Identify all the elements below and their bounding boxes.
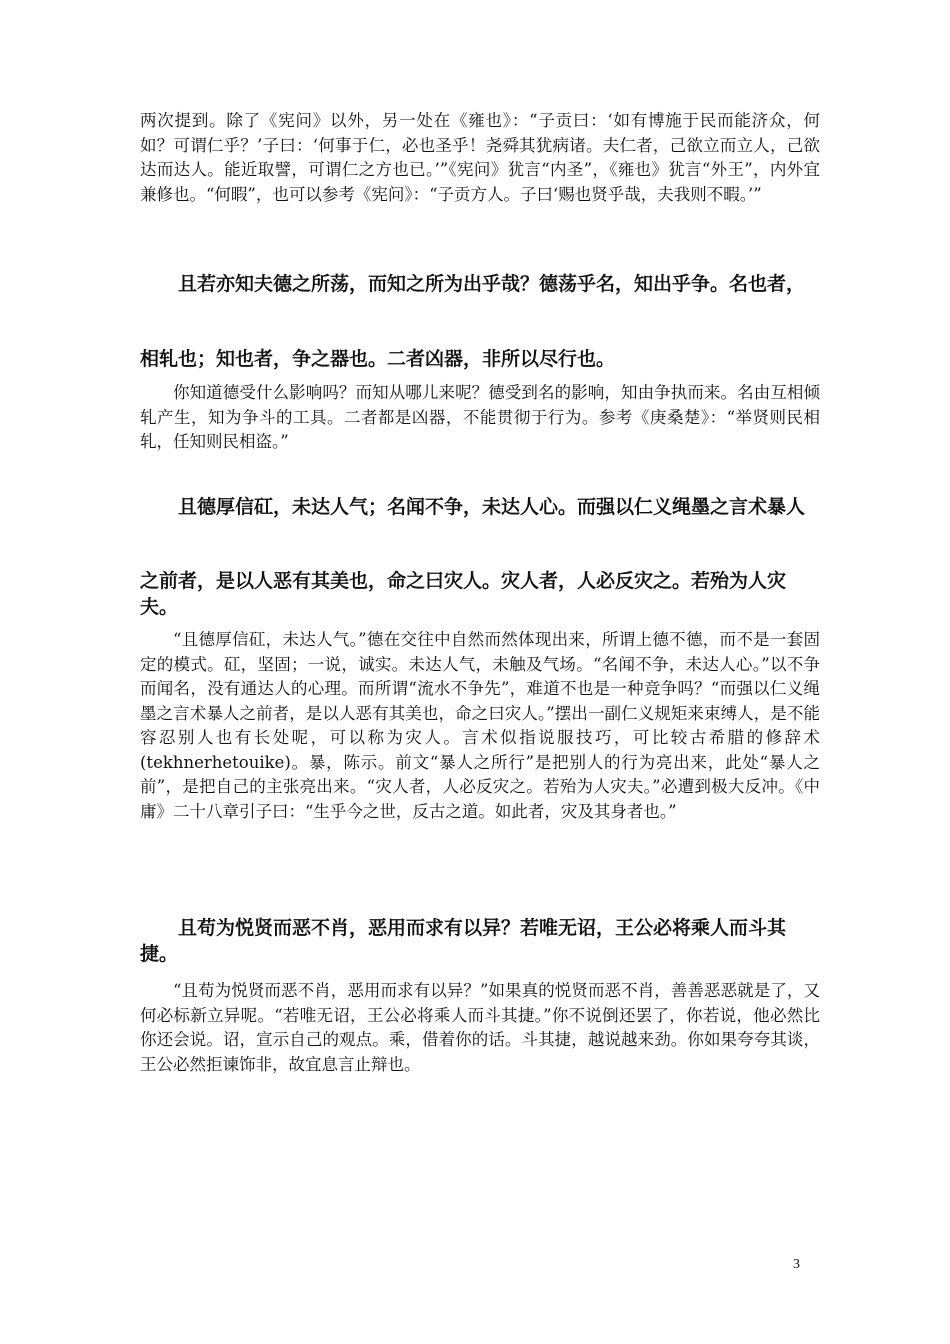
body-paragraph: “且苟为悦贤而恶不肖，恶用而求有以异？”如果真的悦贤而恶不肖，善善恶恶就是了，又何必标新立异呢。“若唯无诏，王公必将乘人而斗其捷。”你不说倒还罢了，你若说，他必然比你还会说。诏，宣示自己的观点。乘，借着你的话。斗其捷，越说越来劲。你如果夸夸其谈，王公必然拒谏饰非，故宜息言止辩也。 — [140, 981, 820, 1074]
classical-text-heading-continued: 相轧也；知也者，争之器也。二者凶器，非所以尽行也。 — [140, 348, 616, 370]
body-paragraph: “且德厚信矼，未达人气。”德在交往中自然而然体现出来，所谓上德不德，而不是一套固定的模式。矼，坚固；一说，诚实。未达人气，未触及气场。“名闻不争，未达人心。”以不争而闻名，没有通达人的心理。而所谓“流水不争先”，难道不也是一种竞争吗？“而强以仁义绳墨之言术暴人之前者，是以人恶有其美也，命之曰灾人。”摆出一副仁义规矩来束缚人，是不能容忍别人也有长处呢，可以称为灾人。言术似指说服技巧，可比较古希腊的修辞术(tekhnerhetouike)。暴，陈示。前文“暴人之所行”是把别人的行为亮出来，此处“暴人之前”，是把自己的主张亮出来。“灾人者，人必反灾之。若殆为人灾夫。”必遭到极大反冲。《中庸》二十八章引子曰：“生乎今之世，反古之道。如此者，灾及其身者也。” — [140, 630, 820, 821]
classical-text-heading: 且若亦知夫德之所荡，而知之所为出乎哉？德荡乎名，知出乎争。名也者， — [178, 273, 806, 295]
body-paragraph: 两次提到。除了《宪问》以外，另一处在《雍也》：“子贡曰：‘如有博施于民而能济众，何如？可谓仁乎？’子曰：‘何事于仁，必也圣乎！尧舜其犹病诸。夫仁者，己欲立而立人，己欲达而达人。能近取譬，可谓仁之方也已。’”《宪问》犹言“内圣”，《雍也》犹言“外王”，内外宜兼修也。“何暇”，也可以参考《宪问》：“子贡方人。子曰‘赐也贤乎哉，夫我则不暇。’” — [140, 111, 820, 204]
classical-text-heading-continued: 之前者，是以人恶有其美也，命之曰灾人。灾人者，人必反灾之。若殆为人灾夫。 — [140, 570, 787, 618]
classical-text-heading: 且苟为悦贤而恶不肖，恶用而求有以异？若唯无诏，王公必将乘人而斗其捷。 — [140, 917, 787, 965]
page-number: 3 — [793, 1257, 800, 1272]
classical-text-heading: 且德厚信矼，未达人气；名闻不争，未达人心。而强以仁义绳墨之言术暴人 — [178, 496, 806, 518]
body-paragraph: 你知道德受什么影响吗？而知从哪儿来呢？德受到名的影响，知由争执而来。名由互相倾轧产生，知为争斗的工具。二者都是凶器，不能贯彻于行为。参考《庚桑楚》：“举贤则民相轧，任知则民相盗。” — [140, 383, 820, 451]
